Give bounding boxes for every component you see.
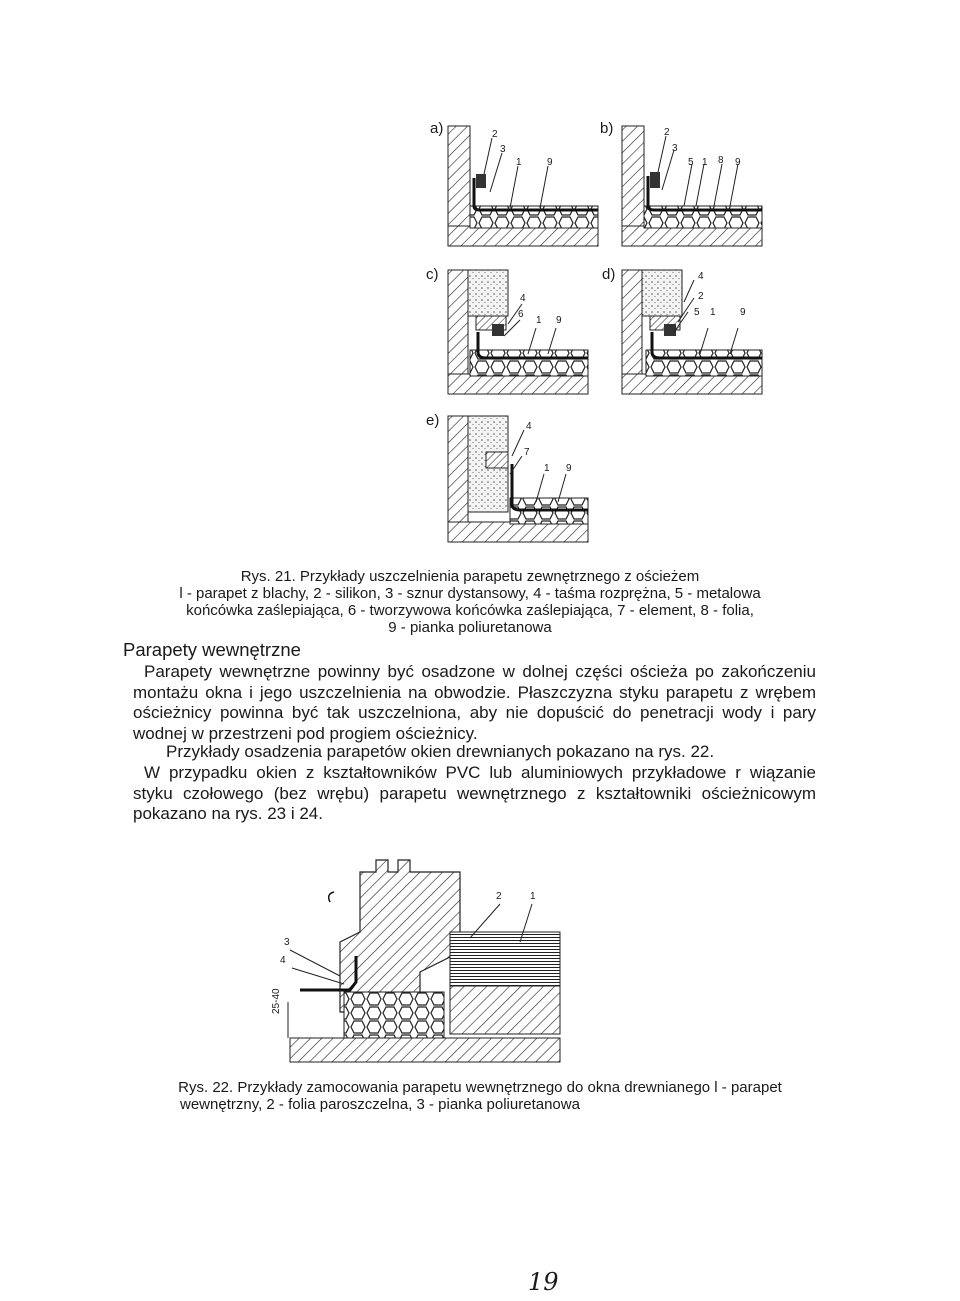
caption-line: 9 - pianka poliuretanowa <box>388 619 552 636</box>
callout-3: 3 <box>672 143 678 154</box>
callout-1: 1 <box>516 157 522 168</box>
callout-5: 5 <box>694 307 700 318</box>
caption-line: wewnętrzny, 2 - folia paroszczelna, 3 - pianka poliuretanowa <box>180 1096 580 1113</box>
caption-line: Rys. 21. Przykłady uszczelnienia parapetu zewnętrznego z ościeżem <box>240 568 700 585</box>
page-number: 19 <box>528 1268 559 1296</box>
callout-4: 4 <box>698 271 704 282</box>
paragraph-1: Parapety wewnętrzne powinny być osadzone w dolnej części ościeża po zakończeniu montażu okna i jego uszczelnienia na obwodzie. Płaszczyzna styku parapetu z wrębem ościeżnicy powinna być tak uszczelniona, aby nie dopuścić do penetracji wody i pary wodnej w przestrzeni pod progiem ościeżnicy. <box>133 662 816 743</box>
callout-7: 7 <box>524 447 530 458</box>
callout-6: 6 <box>518 309 524 320</box>
callout-3: 3 <box>284 937 290 948</box>
section-heading: Parapety wewnętrzne <box>123 639 301 660</box>
callout-2: 2 <box>698 291 704 302</box>
detail-drawing <box>426 408 596 548</box>
figure-21-panel-e <box>426 408 596 548</box>
caption-line: Rys. 22. Przykłady zamocowania parapetu wewnętrznego do okna drewnianego l - parapet <box>178 1079 782 1096</box>
figure-21-caption <box>140 568 800 636</box>
callout-9: 9 <box>735 157 741 168</box>
paragraph-2: Przykłady osadzenia parapetów okien drewnianych pokazano na rys. 22. <box>166 742 715 761</box>
callout-1: 1 <box>710 307 716 318</box>
detail-drawing <box>430 118 600 258</box>
caption-line: l - parapet z blachy, 2 - silikon, 3 - sznur dystansowy, 4 - taśma rozprężna, 5 - metalowa <box>179 585 761 602</box>
panel-label: b) <box>600 120 614 137</box>
callout-4: 4 <box>526 421 532 432</box>
panel-label: d) <box>602 266 616 283</box>
callout-9: 9 <box>556 315 562 326</box>
panel-label: a) <box>430 120 444 137</box>
callout-4: 4 <box>280 955 286 966</box>
figure-21-panel-b <box>600 118 770 258</box>
caption-line: końcówka zaślepiająca, 6 - tworzywowa końcówka zaślepiająca, 7 - element, 8 - folia, <box>186 602 754 619</box>
detail-drawing <box>426 262 596 402</box>
callout-3: 3 <box>500 144 506 155</box>
figure-22-caption <box>150 1079 810 1113</box>
detail-drawing <box>600 118 770 258</box>
callout-2: 2 <box>496 891 502 902</box>
callout-4: 4 <box>520 293 526 304</box>
callout-1: 1 <box>544 463 550 474</box>
callout-2: 2 <box>664 127 670 138</box>
paragraph-3: W przypadku okien z kształtowników PVC lub aluminiowych przykładowe r wiązanie styku czołowego (bez wrębu) parapetu wewnętrznego z kształtowniki ościeżnicowym pokazano na rys. 23 i 24. <box>133 763 816 823</box>
detail-drawing <box>602 262 772 402</box>
callout-1: 1 <box>536 315 542 326</box>
detail-drawing <box>270 852 580 1072</box>
callout-9: 9 <box>547 157 553 168</box>
dimension-label: 25-40 <box>271 988 282 1014</box>
figure-22 <box>270 852 580 1072</box>
callout-9: 9 <box>740 307 746 318</box>
callout-8: 8 <box>718 155 724 166</box>
callout-9: 9 <box>566 463 572 474</box>
figure-21-panel-a <box>430 118 600 258</box>
callout-5: 5 <box>688 157 694 168</box>
panel-label: c) <box>426 266 439 283</box>
callout-1: 1 <box>702 157 708 168</box>
figure-21-panel-d <box>602 262 772 402</box>
callout-2: 2 <box>492 129 498 140</box>
figure-21-panel-c <box>426 262 596 402</box>
panel-label: e) <box>426 412 440 429</box>
callout-1: 1 <box>530 891 536 902</box>
